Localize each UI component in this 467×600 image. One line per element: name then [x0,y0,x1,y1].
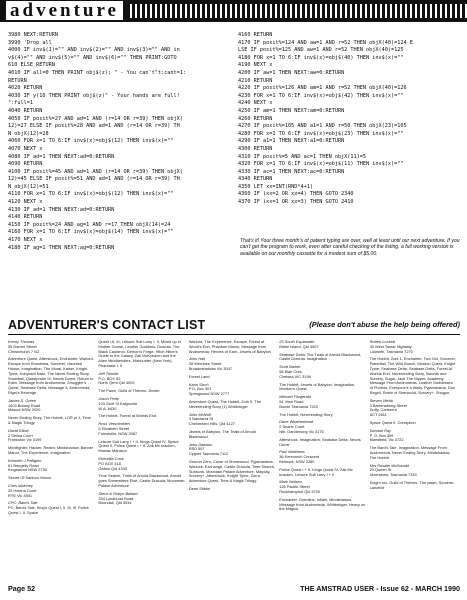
magazine-section-header [0,0,467,22]
contact-line: Steve & Robyn Ballard [98,490,138,496]
contact-entry [8,459,94,473]
contact-line: 2 Searle Court [279,424,305,430]
contact-line: North Qrmt Qld 4002 [98,380,135,386]
contact-line: The Hobbit, Neverending Story [279,411,333,417]
code-line: ":full=1 [8,100,33,107]
contact-line: Nth. Dandenong Vic 3175 [279,428,324,434]
contact-line: Kenny Thomas [8,340,35,344]
contact-entry [279,498,365,512]
contact-entry [98,414,184,419]
contact-entry [370,357,456,395]
contact-entry [8,501,94,515]
code-line: 12)=27 ELSE IF posit%=28 AND ad=1 AND (r=14 OR r=39) TH [8,123,180,130]
code-line: 4270 IF posit%=105 AND a1=1 AND r=50 THEN objX(23)=105 [238,123,407,130]
contact-entry [279,468,365,478]
contact-line: The Bard's Tale, Imagination, Message From Andromeda, Never Ending Story, Mindshadow, The Hobbit [369,445,451,460]
code-line: 4010 IF all=0 THEN PRINT obj$(z); " - You can't"t:cant=1: [8,69,187,76]
contact-entry [370,429,456,443]
code-line: 4320 FOR x=1 TO 6:IF inv$(x)=obj$(11) THEN inv$(x)="" [238,161,404,168]
contact-line: 1003 Botany Road [8,402,41,408]
code-line: 4150 IF posit%=24 AND ag=1 AND r=17 THEN objX(14)=24 [8,221,171,228]
code-line: 4340 RETURN [238,176,273,183]
contact-line: Aftershock, Imagination, Seabase Delta, Necris Dome [279,436,361,447]
contact-line: Mascot NSW 2020 [8,407,41,413]
contact-entry [98,372,184,386]
contact-line: 28 Werribee Street [188,361,222,367]
contact-line: Kingswood NSW 2750 [8,467,47,473]
contact-line: Ross Verschelden [98,421,130,427]
contact-line: W.A. 6430 [98,405,117,411]
contact-line: Scott Barker [279,364,301,370]
code-line: 3980 NEXT:RETURN [8,32,58,38]
header-stripes [130,4,467,18]
contact-entry [279,353,365,363]
code-line: 4000 IF inv$(1)="" AND inv$(2)="" AND inv$(3)="" AND in [8,47,180,54]
code-line: 4330 IF ac=1 THEN NEXT:ac=0:RETURN [238,168,345,175]
contact-entry [189,357,275,371]
contact-line: P. O. Box 359 [369,432,394,438]
code-line: 4200 IF aw=1 THEN NEXT:aw=0:RETURN [238,69,345,76]
code-line: 4370 IF (xx=1 OR xx=3) THEN GOTO 2410 [238,199,354,206]
contact-line: 36 Kenmorch Crescent [279,454,320,460]
contact-entry [189,430,275,440]
code-line: 4130 IF ad=1 THEN NEXT:ad=0:RETURN [8,206,115,213]
contact-line: The Hobbit, Forest at Worlds End [98,413,157,419]
contact-line: 128 Pacific Street [279,484,310,490]
contact-line: 103 Sturt St Kalgoorlie [98,400,138,406]
contact-entry [279,450,365,464]
contact-entry [189,383,275,397]
contact-line: Dane Weatherhead [279,419,313,425]
code-line: v$(4)="" AND inv$(5)="" AND inv$(6)="" THEN PRINT:GOTO [8,54,177,61]
contact-columns [8,340,460,570]
contact-line: 40 West Tamar Highway [369,343,412,349]
contact-line: P.O. Box 301 [188,386,212,392]
contact-line: Adventure Quest, Aftershock, Enchanter, Warlord, Escape from Khoshima, Sorcerer, Haunted House, Imagination, The Mural, Kaiser, Knight Tyme, Kobyashi Naru, The Never Ending Story, Snowball, Questprobe III, Necris Dome, Return to Eden, Message from Andromeda, Smuggler's Quest, Seabase Delta, Message 3, Andromeda, Rigel's Revenge [8,356,94,395]
code-line: 4290 IF a1=1 THEN NEXT:a1=0:RETURN [238,138,345,145]
contact-line: Mrs Rosalie McDonald [369,462,409,468]
contact-line: Enchanter, Gremlins, Infidel, Mindshadow, Message from Andromeda, Whitbringer, Heavy on the Magick. [279,496,366,512]
code-line: 12)=45 ELSE IF posit%=51 AND ad=1 AND (r=14 OR r=39) TH [8,176,180,183]
contact-line: ACT 2611 [369,412,387,418]
contact-line: Police Quest I + II, Kings Quest IV, Zak Mc kracken, Leisure Suit Larry I + II [279,466,353,477]
contact-line: John McNeill [188,411,212,417]
code-line: 4170 IF posit%=124 AND aw=1 AND r=52 THEN objX(40)=124 E [238,39,413,46]
contact-line: Karin Sisch [188,381,209,387]
code-line: 4140 RETURN [8,214,43,221]
contact-line: PO BOX 418 [98,460,121,466]
contact-entry [370,399,456,418]
contact-entry [98,389,184,394]
contact-line: 334 Lyndhurst Road [98,495,134,501]
contact-line: 3 Barrenabong Street [369,402,407,408]
contact-line: John Hall [188,356,206,362]
contact-entry [8,484,94,498]
contact-entry [189,375,275,380]
contact-line: Rockhampton Qld 4700 [279,488,321,494]
contact-entry [8,357,94,395]
contact-line: Belmont, NSW 2280 [279,458,315,464]
contact-entry [8,416,94,426]
contact-line: Adventure Quest, The Hobbit, Zork II, The Neverending Story (1) Whitbringer [188,398,262,409]
contact-line: Knight orc, Guild of Thieves, The pawn, Sorcerer, Lancelot [369,479,455,490]
contact-line: Jeff Trimble [98,370,119,376]
contact-line: 61 Bringelly Road [8,462,39,468]
contact-line: Broadmeadows Vic 3047 [188,365,232,371]
contact-line: Lulworth, Tasmania 7270 [369,348,413,354]
code-line: LSE IF posit%=125 AND aw=1 AND r=52 THEN objX(40)=125 [238,47,404,54]
contact-line: Time Search, Trials of Arnold Blackwood, Arnold goes Somewhere Else, Castle Dracula, Moonman Palace Adventure [98,473,185,488]
contact-line: 58 Blair Cres [279,368,302,374]
contact-entry [279,438,365,448]
contact-line: Robert Lockett [369,340,395,344]
code-line: 4350 LET xx=INT(RND*4+1) [238,183,313,190]
code-line: 4230 FOR x=1 TO 6:IF inv$(x)=obj$(42) THEN inv$(x)="" [238,92,404,99]
contact-line: Michael Fitzgerald [279,394,311,400]
contact-line: Boondall, Qld 4034 [98,500,132,506]
contact-line: Forest Land [188,373,210,379]
code-line: 4030 IF y(10 THEN PRINT obj$(z)" - Your hands are full! [8,92,180,99]
code-line: 4250 IF am=1 THEN NEXT:am=0:RETURN [238,107,345,114]
contact-line: Chelmsford Hills, Qld 4127 [188,421,236,427]
code-line: 4180 FOR x=1 TO 6:IF inv$(x)=obj$(40) THEN inv$(x)="" [238,54,404,61]
contact-entry [279,413,365,418]
contact-entry [279,480,365,494]
contact-entry [370,340,456,354]
contact-entry [98,422,184,436]
code-line: N objX(12)=51 [8,183,49,190]
code-line: 4310 IF posit%=5 AND ac=1 THEN objX(11)=5 [238,153,367,160]
contact-line: Quest I,II, III, Leisure Suit Larry I, II, Mixed up in Mother Goose, Leather Goddess, Dracula, The Black Cauldron, Demon's Forge, Hitch-Hiker's Guide to the Galaxy, Zak McKracken and the Alien Mindbenders, Manhunter (New York), Phantasie I, II [98,340,181,368]
contact-line: RSD 557 [188,446,205,452]
code-line: 4360 IF (xx=2 OR xx=4) THEN GOTO 2340 [238,191,354,198]
contact-line: Paul Matthews [279,449,305,455]
code-line: 4050 IF posit%=27 AND ad=1 AND (r=14 OR r=39) THEN objX( [8,115,183,122]
contact-line: Ulverstone, Tasmania 7315 [369,472,417,478]
code-line: 4090 RETURN [8,161,43,168]
contact-line: Mark Neilsen [279,479,302,485]
contact-column [189,340,279,570]
contact-entry [189,487,275,492]
contact-line: The Hobbit, Zork 1, Enchanter, Two Oct, Sorcerer, Planetfall, The Wild Bunch, Mordon Quest, Knight Tyme, Seabase Delta, Seabase Delta, Forest At Worlds End, Neverending Story, Swords and Sorcery, Sugar, Jack The Nipper, Academy, Message From Andromeda, Leather Goddesses of Phobos, Everyone's a Wally, Pyjamarama, Dun Raguil, Robin of Sherwood, Sorcery+, Shogun. [369,356,456,395]
code-line: 4160 FOR x=1 TO 6:IF inv$(x)=obj$(14) THEN inv$(x)="" [8,229,174,236]
contact-line: Chelsea VIC 3196 [279,373,311,379]
contact-line: Jewels of Babylon, The Trials of Arnold Blackwood [188,428,256,439]
contact-line: 54 View Road [279,398,304,404]
contact-entry [189,460,275,484]
contact-entry [98,397,184,411]
contact-entry [98,492,184,506]
contact-entry [279,420,365,434]
contact-entry [370,464,456,478]
contact-line: Forestville, NSW 2087 [98,430,138,436]
contact-line: RYE Vic 3941 [8,492,33,498]
code-line: 4040 RETURN [8,107,43,114]
contact-entry [8,340,94,354]
code-listing-left [8,32,233,252]
contact-line: The Pawn, Guild of Thieves, Jinxter [98,388,160,394]
page-footer [8,582,460,594]
contact-entry [279,395,365,409]
contact-line: Seabase Delta, The Trials of Arnold Blackwood, Castle Dracula, Imagination [279,351,362,362]
contact-line: Frankston Vic 3199 [8,437,42,443]
code-line: 4180 IF ag=1 THEN NEXT:ag=0:RETURN [8,244,115,251]
closing-note: That's it! Your three month's of patient typing are over, well at least until our next adventure. If you can't get the program to work, even after careful checking of the listing, a full working version is available on our monthly cassette for a modest sum of $5.00. [240,238,460,257]
contact-entry [8,446,94,456]
contact-entry [279,340,365,350]
contact-line: 3 Nandarra St [188,416,214,422]
magazine-issue: THE AMSTRAD USER - Issue 62 - MARCH 1990 [300,584,460,593]
contact-line: Khendlia Cook [98,455,124,461]
contact-line: PC: Bard's Tale, King's Quest I, II, III, III, Police Quest I, II, Space [8,505,89,515]
code-line: 4280 FOR x=1 TO 6:IF inv$(x)=obj$(23) THEN inv$(x)="" [238,130,404,137]
contact-line: James S. Green [8,397,37,403]
contact-column [370,340,460,570]
contact-line: Christchurch 7 NZ [8,348,40,354]
contact-entry [98,340,184,369]
contact-line: 55 Darren Street [8,343,37,349]
contact-line: Never Ending Story, The Hobbit, LOR pt 1, Time & Magik Trilogy [8,415,91,425]
contact-entry [279,383,365,393]
contact-column [279,340,369,570]
code-line: 4170 NEXT x [8,237,43,244]
code-line: 4240 NEXT x [238,100,273,107]
contact-entry [279,365,365,379]
contact-line: John Dawson [188,441,213,447]
contact-line: Burnie Tasmania 7320 [279,403,318,409]
section-title: adventure [6,1,123,20]
contact-line: Leisure Suit Larry I + II, Kings Quest IV, Space Quest II, Police Quest I + II, Zak Mc kracken, Maniac Mansion [98,438,179,454]
code-line: 4070 NEXT x [8,145,43,152]
code-line: 4160 RETURN [238,32,273,38]
contact-entry [189,400,275,410]
code-line: 4210 RETURN [238,77,273,84]
contact-line: 25 South Esplanade [279,340,315,344]
contact-line: Mansfield, Vic 3722 [369,437,404,443]
contact-entry [189,443,275,457]
contact-line: Jason Petty [98,395,119,401]
contact-line: Cygnet Tasmania 7112 [188,451,229,457]
contact-line: Space Quest II, Corruption [369,419,416,425]
page-number: Page 52 [8,584,36,593]
contact-line: Ground Zero, Curse of Shorewood, Pyjamarama, Warlock, Exchange, Castle Dracula, Time Search, Subsunk, Mountain Palace Adventure, Mayday, Sorcery+, Aftershock, Knight Tyme, Zorro, Adventure Quest, Time & Magik Trilogy. [188,458,275,484]
contact-line: Springwood NSW 2777 [188,391,230,397]
contact-line: 29 Queen St [369,467,392,473]
contact-line: Chris Maloney [8,482,33,488]
code-line: 4260 RETURN [238,115,273,122]
code-line: 4080 IF ad=1 THEN NEXT:ad=0:RETURN [8,153,115,160]
contact-line: Bribie Island, Qld 4507 [279,343,319,349]
contact-entry [370,446,456,460]
contact-line: 20 Helena Court [8,487,37,493]
contact-column [8,340,98,570]
code-line: 4220 IF posit%=126 AND am=1 AND r=52 THEN objX(40)=126 [238,85,407,92]
contact-line: P.O. BOX 82 [98,375,121,381]
contact-line: Secret Of Santoor Manor [8,475,52,481]
contact-line: Damian Ray [369,427,392,433]
contact-line: CPC: Bard's Tale [8,500,38,506]
contact-entry [98,440,184,454]
contact-list-title: ADVENTURER'S CONTACT LIST [8,318,206,332]
contact-list-header [8,318,460,335]
contact-line: Gatton Qld 4343 [98,465,127,471]
contact-entry [98,457,184,471]
contact-line: Mindfighter, Hacker, Realm, Mindshadow, Banner Manor, The Experience, Imagination [8,445,94,455]
contact-entry [8,476,94,481]
code-line: RETURN [8,77,27,84]
code-line: 4120 NEXT x [8,199,43,206]
code-line: 610 ELSE RETURN [8,62,55,69]
contact-line: The Hobbit, Jewels of Babylon, Imagination, Mordon's Quest [279,381,356,392]
contact-line: Duffy, Canberra [369,407,397,413]
contact-entry [8,429,94,443]
code-line: 4020 RETURN [8,85,43,92]
contact-column [98,340,188,570]
contact-entry [98,474,184,488]
contact-line: 2 Selina Court [8,432,33,438]
contact-line: Steven Webb [369,397,393,403]
contact-entry [189,413,275,427]
code-line: 4300 RETURN [238,145,273,152]
contact-entry [370,421,456,426]
contact-line: Dean Stibbe [188,485,211,491]
contact-entry [370,481,456,491]
code-line: 4060 FOR x=1 TO 6:IF inv$(x)=obj$(12) THEN inv$(x)="" [8,138,174,145]
contact-entry [8,399,94,413]
code-line: 4110 FOR x=1 TO 6:IF inv$(x)=obj$(12) THEN inv$(x)="" [8,191,174,198]
contact-line: 5 Elizabeth Street [98,425,130,431]
contact-line: Kenneth J Pelligrini [8,457,42,463]
contact-list-note: (Please don't abuse the help being offered) [309,320,460,329]
code-listing-right [238,32,463,207]
code-line: N objX(12)=28 [8,130,49,137]
code-line: 3990 'Drop all [8,39,52,46]
contact-entry [189,340,275,354]
contact-line: David Elliott [8,427,29,433]
code-line: 4100 IF posit%=45 AND ad=1 AND (r=14 OR r=39) THEN objX( [8,168,183,175]
code-line: 4190 NEXT x [238,62,273,69]
contact-line: Warlord, The Experience, Escape, Forest at World's End, Phantom Manor, Message from Andromeda, Heroes of Karn, Jewels of Babylon [188,340,271,354]
